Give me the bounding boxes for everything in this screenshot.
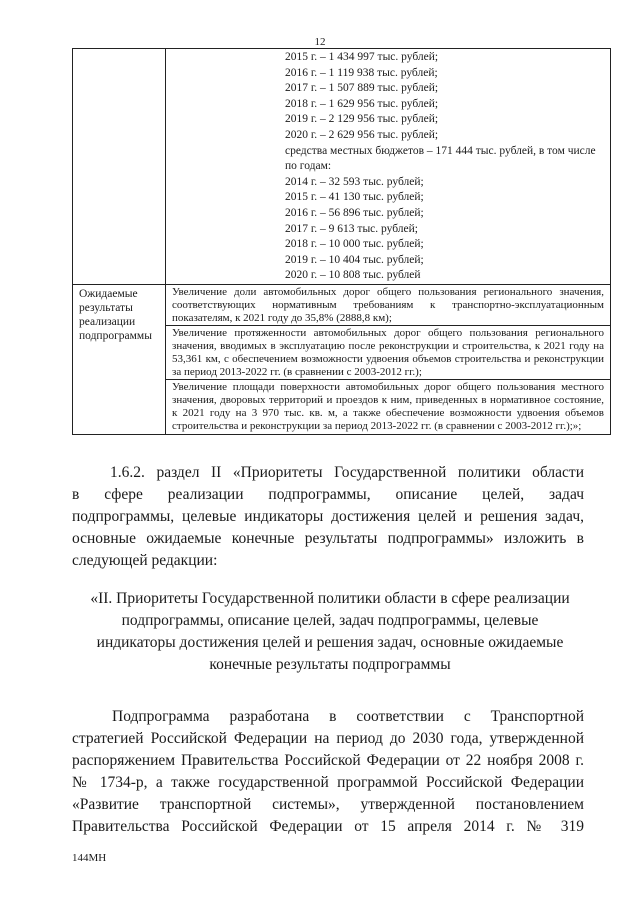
heading-line: «II. Приоритеты Государственной политики области в сфере реализации — [90, 590, 570, 607]
body-line: распоряжением Правительства Российской Федерации от 22 ноября 2008 г. — [72, 752, 584, 769]
finance-label-cell — [73, 49, 166, 285]
local-line: 2015 г. – 41 130 тыс. рублей; — [285, 191, 424, 204]
result-item: Увеличение площади поверхности автомобильных дорог общего пользования местного значения, дворовых территорий и проездов к ним, приведенных в нормативное состояние, к 2021 году на 3 970 тыс. кв. м, а также обеспечение возможности удвоения объемов строительства и реконструкции за период 2013-2022 гг. (в сравнении с 2003-2012 гг.);»; — [166, 379, 610, 433]
finance-line: 2016 г. – 1 119 938 тыс. рублей; — [285, 66, 438, 79]
heading-line: конечные результаты подпрограммы — [209, 656, 451, 673]
local-budget-line: средства местных бюджетов – 171 444 тыс. рублей, в том числе по годам: — [285, 144, 596, 173]
finance-line: 2019 г. – 2 129 956 тыс. рублей; — [285, 113, 439, 126]
results-cell — [166, 284, 611, 434]
local-line: 2020 г. – 10 808 тыс. рублей — [285, 269, 421, 282]
local-line: 2017 г. – 9 613 тыс. рублей; — [285, 222, 418, 235]
local-line: 2019 г. – 10 404 тыс. рублей; — [285, 253, 424, 266]
page-number: 12 — [314, 36, 326, 48]
amendment-line: основные ожидаемые конечные результаты подпрограммы» изложить в — [72, 530, 584, 547]
amendment-paragraph — [72, 462, 584, 572]
local-line: 2018 г. – 10 000 тыс. рублей; — [285, 238, 424, 251]
body-line: Правительства Российской Федерации от 15 апреля 2014 г. № 319 — [72, 818, 584, 835]
amendment-line: 1.6.2. раздел II «Приоритеты Государственной политики области — [110, 464, 584, 481]
amendment-line: в сфере реализации подпрограммы, описание целей, задач — [72, 486, 584, 503]
body-line: № 1734-р, а также государственной программой Российской Федерации — [72, 774, 584, 791]
finance-values-cell — [166, 49, 611, 285]
heading-line: индикаторы достижения целей и решения задач, основные ожидаемые — [96, 634, 564, 651]
local-line: 2014 г. – 32 593 тыс. рублей; — [285, 175, 424, 188]
finance-line: 2017 г. – 1 507 889 тыс. рублей; — [285, 82, 439, 95]
section-heading — [60, 588, 600, 676]
amendment-line: подпрограммы, целевые индикаторы достижения целей и решения задач, — [72, 508, 584, 525]
finance-row — [73, 49, 611, 285]
body-paragraph — [72, 706, 584, 838]
subprogram-passport-table — [72, 48, 611, 435]
results-label: Ожидаемые результаты реализации подпрограммы — [73, 284, 166, 434]
result-item: Увеличение доли автомобильных дорог общего пользования регионального значения, соответствующих нормативным требованиям к транспортно-эксплуатационным показателям, к 2021 году до 35,8% (2888,8 км); — [172, 285, 604, 324]
finance-line: 2020 г. – 2 629 956 тыс. рублей; — [285, 128, 439, 141]
local-line: 2016 г. – 56 896 тыс. рублей; — [285, 206, 424, 219]
finance-line: 2015 г. – 1 434 997 тыс. рублей; — [285, 51, 439, 63]
heading-line: подпрограммы, описание целей, задач подпрограммы, целевые — [121, 612, 539, 629]
amendment-line: следующей редакции: — [72, 552, 218, 569]
footer-code: 144МН — [72, 852, 107, 864]
result-item: Увеличение протяженности автомобильных дорог общего пользования регионального значения, вводимых в эксплуатацию после реконструкции и строительства, к 2021 году на 53,361 км, с обеспечением возможности удвоения объемов строительства и реконструкции за период 2013-2022 гг. (в сравнении с 2003-2012 гг.); — [166, 325, 610, 379]
body-line: «Развитие транспортной системы», утвержденной постановлением — [72, 796, 584, 813]
body-line: Подпрограмма разработана в соответствии с Транспортной — [112, 708, 584, 725]
body-line: стратегией Российской Федерации на период до 2030 года, утвержденной — [72, 730, 584, 747]
finance-line: 2018 г. – 1 629 956 тыс. рублей; — [285, 97, 439, 110]
results-row — [73, 284, 611, 434]
